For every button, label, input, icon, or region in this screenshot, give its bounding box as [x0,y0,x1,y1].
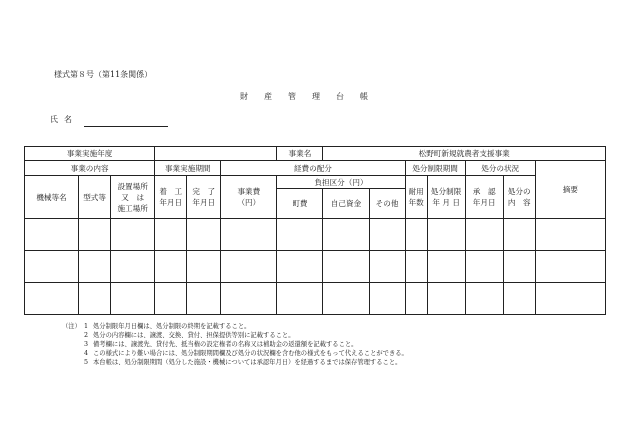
note-item [62,349,408,358]
note-number: 2 [83,332,88,339]
cell[interactable] [79,283,111,315]
name-label: 氏名 [50,115,78,124]
approval-line-2: 年月日 [472,198,496,207]
cell[interactable] [25,219,79,251]
cell[interactable] [535,283,605,315]
limit-line-2: 年 月 日 [432,198,460,207]
remarks-header: 摘要 [535,161,605,219]
project-cost-header [221,176,277,219]
document-title: 財産管理台帳 [240,92,384,101]
cell[interactable] [111,283,155,315]
approval-line-1: 承 認 [472,187,496,196]
group-period-header: 事業実施期間 [155,161,221,176]
disposal-line-2: 内 容 [507,198,531,207]
cell[interactable] [221,219,277,251]
note-item [62,358,408,367]
cell[interactable] [111,251,155,283]
limit-date-header [427,176,465,219]
note-number: 1 [83,323,88,330]
start-line-1: 着 工 [159,187,183,196]
end-date-header [187,176,221,219]
other-cost-header: その他 [369,189,405,219]
column-group-row [25,161,606,176]
note-text: 処分の内容欄には、譲渡、交換、貸付、担保提供等別に記載すること。 [93,332,295,339]
group-cost-header: 経費の配分 [221,161,405,176]
column-sub-row [25,176,606,189]
cell[interactable] [187,251,221,283]
cell[interactable] [187,283,221,315]
cell[interactable] [535,251,605,283]
cell[interactable] [405,251,427,283]
project-year-label: 事業実施年度 [25,147,155,161]
cell[interactable] [79,219,111,251]
approval-date-header [465,176,503,219]
cell[interactable] [79,251,111,283]
cell[interactable] [535,219,605,251]
cell[interactable] [427,283,465,315]
group-status-header: 処分の状況 [465,161,535,176]
location-header [111,176,155,219]
cell[interactable] [187,219,221,251]
cell[interactable] [221,283,277,315]
table-row [25,283,606,315]
model-header: 型式等 [79,176,111,219]
notes-label: （注） [62,323,81,330]
town-cost-header: 町費 [277,189,323,219]
note-item [62,340,408,349]
start-line-2: 年月日 [159,198,183,207]
location-line-2: 又 は [121,192,145,202]
table-row [25,219,606,251]
cell[interactable] [427,219,465,251]
location-line-3: 施工場所 [117,203,148,213]
cell[interactable] [323,283,369,315]
cell[interactable] [405,283,427,315]
limit-line-1: 処分制限 [430,187,462,196]
cost-line-1: 事業費 [237,187,261,196]
cell[interactable] [369,283,405,315]
name-underline [84,126,168,127]
durable-line-2: 年数 [408,198,424,207]
note-number: 3 [83,341,88,348]
end-line-2: 年月日 [192,198,216,207]
cell[interactable] [277,283,323,315]
cell[interactable] [277,219,323,251]
note-item [62,331,408,340]
cell[interactable] [465,283,503,315]
note-text: この様式により難い場合には、処分制限期間欄及び処分の状況欄を含む他の様式をもって代えることができる。 [93,350,408,357]
cell[interactable] [369,219,405,251]
note-number: 5 [83,359,88,366]
notes-section [62,322,408,367]
form-number: 様式第８号（第11条関係） [54,70,153,79]
cell[interactable] [465,251,503,283]
group-content-header: 事業の内容 [25,161,155,176]
cell[interactable] [25,251,79,283]
cell[interactable] [323,251,369,283]
cell[interactable] [503,283,535,315]
machine-name-header: 機械等名 [25,176,79,219]
disposal-line-1: 処分の [507,187,531,196]
cell[interactable] [427,251,465,283]
location-line-1: 設置場所 [117,181,148,191]
project-name-value: 松野町新規就農者支援事業 [323,147,606,161]
cell[interactable] [111,219,155,251]
cell[interactable] [155,283,187,315]
cost-line-2: （円） [237,198,261,207]
cell[interactable] [155,251,187,283]
cell[interactable] [465,219,503,251]
project-name-label: 事業名 [277,147,323,161]
cell[interactable] [503,251,535,283]
cell[interactable] [323,219,369,251]
cell[interactable] [503,219,535,251]
cell[interactable] [277,251,323,283]
cell[interactable] [405,219,427,251]
project-year-value [155,147,277,161]
cell[interactable] [369,251,405,283]
note-text: 本台帳は、処分制限期間（処分した施設・機械については承認年月日）を経過するまでは保存管理すること。 [93,359,402,366]
start-date-header [155,176,187,219]
disposal-content-header [503,176,535,219]
note-text: 備考欄には、譲渡先、貸付先、抵当権の設定権者の名称又は補助金の返還額を記載すること。 [93,341,358,348]
cell[interactable] [155,219,187,251]
durable-years-header [405,176,427,219]
table-row [25,251,606,283]
note-item [62,322,408,331]
note-number: 4 [83,350,88,357]
cell[interactable] [221,251,277,283]
burden-header: 負担区分（円） [277,176,405,189]
header-info-row [25,147,606,161]
own-funds-header: 自己資金 [323,189,369,219]
end-line-1: 完 了 [192,187,216,196]
group-limit-header: 処分制限期間 [405,161,465,176]
asset-ledger-table [24,146,606,315]
cell[interactable] [25,283,79,315]
durable-line-1: 耐用 [408,187,424,196]
note-text: 処分制限年月日欄は、処分制限の終期を記載すること。 [93,323,251,330]
